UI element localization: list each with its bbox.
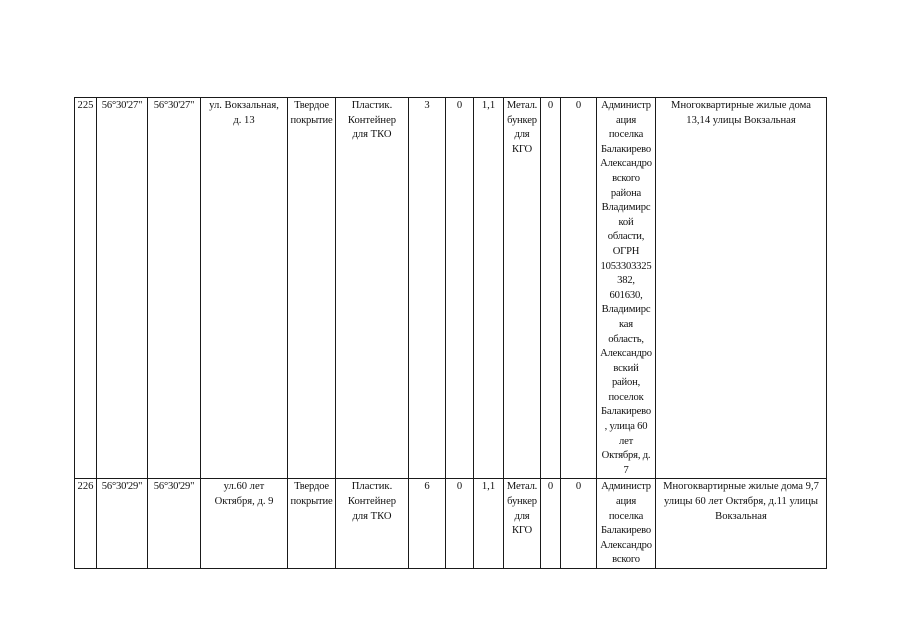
container-type-cell: Пластик. Контейнер для ТКО xyxy=(336,479,409,569)
container-volume-cell: 1,1 xyxy=(474,98,504,479)
container-count-cell: 3 xyxy=(409,98,446,479)
container-volume-cell: 1,1 xyxy=(474,479,504,569)
longitude-cell: 56°30'29" xyxy=(148,479,201,569)
longitude-cell: 56°30'27" xyxy=(148,98,201,479)
container-count-cell: 6 xyxy=(409,479,446,569)
address-cell: ул.60 лет Октября, д. 9 xyxy=(201,479,288,569)
waste-sources-cell: Многоквартирные жилые дома 9,7 улицы 60 лет Октября, д.11 улицы Вокзальная xyxy=(656,479,827,569)
latitude-cell: 56°30'29" xyxy=(97,479,148,569)
latitude-cell: 56°30'27" xyxy=(97,98,148,479)
row-number-cell: 226 xyxy=(75,479,97,569)
surface-cell: Твердое покрытие xyxy=(288,98,336,479)
planned-count-cell: 0 xyxy=(446,98,474,479)
surface-cell: Твердое покрытие xyxy=(288,479,336,569)
bunker-count-cell: 0 xyxy=(541,98,561,479)
table-row xyxy=(75,98,827,479)
owner-cell: Администр ация поселка Балакирево Александро вского xyxy=(597,479,656,569)
bunker-type-cell: Метал. бункер для КГО xyxy=(504,98,541,479)
planned-count-cell: 0 xyxy=(446,479,474,569)
bunker-type-cell: Метал. бункер для КГО xyxy=(504,479,541,569)
bunker-planned-cell: 0 xyxy=(561,479,597,569)
waste-sources-cell: Многоквартирные жилые дома 13,14 улицы Вокзальная xyxy=(656,98,827,479)
table-row xyxy=(75,479,827,569)
bunker-count-cell: 0 xyxy=(541,479,561,569)
address-cell: ул. Вокзальная, д. 13 xyxy=(201,98,288,479)
owner-cell: Администр ация поселка Балакирево Александро вского района Владимирс кой области, ОГРН 1053303325 382, 601630, Владимирс кая область, Александро вский район, поселок Балакирево , улица 60 лет Октября, д. 7 xyxy=(597,98,656,479)
waste-sites-registry-table xyxy=(74,97,827,569)
bunker-planned-cell: 0 xyxy=(561,98,597,479)
row-number-cell: 225 xyxy=(75,98,97,479)
container-type-cell: Пластик. Контейнер для ТКО xyxy=(336,98,409,479)
